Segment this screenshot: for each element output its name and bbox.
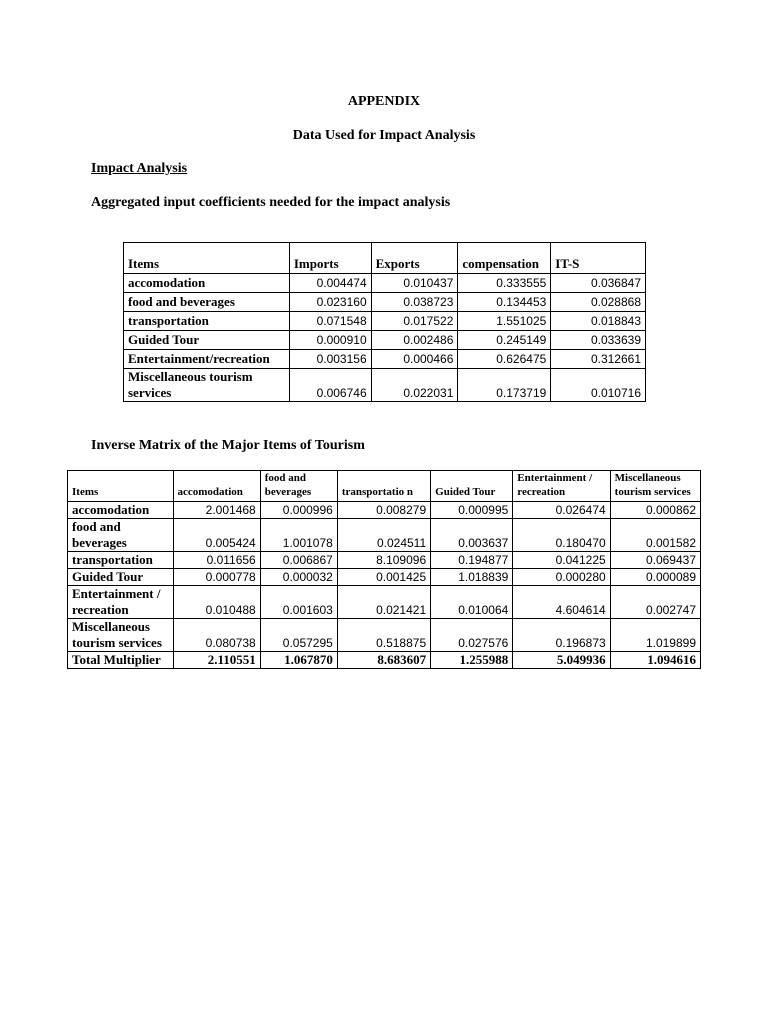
table-row — [68, 519, 701, 552]
total-multiplier-row — [68, 652, 701, 669]
table-row — [124, 369, 646, 402]
column-header: Exports — [371, 243, 458, 274]
table-row — [124, 350, 646, 369]
table-cell: 0.333555 — [458, 274, 551, 293]
table-cell: 1.255988 — [431, 652, 513, 669]
column-header: transportatio n — [337, 471, 430, 502]
table-cell: 0.196873 — [513, 619, 610, 652]
table-cell: 0.011656 — [173, 552, 260, 569]
column-header: Guided Tour — [431, 471, 513, 502]
table-row — [124, 293, 646, 312]
table-cell: 0.134453 — [458, 293, 551, 312]
table-cell: 0.173719 — [458, 369, 551, 402]
section-heading-impact-analysis: Impact Analysis — [91, 161, 188, 176]
table2-caption: Inverse Matrix of the Major Items of Tourism — [91, 438, 365, 453]
table-cell: 0.000280 — [513, 569, 610, 586]
table-cell: 0.003156 — [289, 350, 371, 369]
row-label: food and beverages — [68, 519, 174, 552]
table-cell: 0.023160 — [289, 293, 371, 312]
appendix-title: APPENDIX — [347, 94, 421, 109]
table-cell: 1.018839 — [431, 569, 513, 586]
document-subtitle: Data Used for Impact Analysis — [292, 128, 476, 143]
row-label: Guided Tour — [124, 331, 290, 350]
table-cell: 1.551025 — [458, 312, 551, 331]
table-cell: 8.109096 — [337, 552, 430, 569]
table-cell: 0.000995 — [431, 502, 513, 519]
table-cell: 0.038723 — [371, 293, 458, 312]
table-cell: 0.000778 — [173, 569, 260, 586]
column-header: compensation — [458, 243, 551, 274]
column-header: food and beverages — [260, 471, 337, 502]
table-cell: 0.021421 — [337, 586, 430, 619]
row-label: Entertainment/recreation — [124, 350, 290, 369]
row-label: Entertainment / recreation — [68, 586, 174, 619]
row-label: Miscellaneous tourism services — [124, 369, 290, 402]
table-cell: 0.033639 — [551, 331, 646, 350]
table-row — [68, 502, 701, 519]
table-cell: 0.002486 — [371, 331, 458, 350]
table-cell: 0.071548 — [289, 312, 371, 331]
table-cell: 0.010488 — [173, 586, 260, 619]
table-row — [124, 312, 646, 331]
table-row — [124, 331, 646, 350]
input-coefficients-table — [123, 242, 646, 402]
table-row — [68, 569, 701, 586]
table-cell: 0.010716 — [551, 369, 646, 402]
column-header: IT-S — [551, 243, 646, 274]
table-cell: 0.028868 — [551, 293, 646, 312]
table-cell: 0.010064 — [431, 586, 513, 619]
row-label: transportation — [68, 552, 174, 569]
table-cell: 0.000996 — [260, 502, 337, 519]
table-cell: 0.057295 — [260, 619, 337, 652]
row-label: food and beverages — [124, 293, 290, 312]
table-cell: 0.000910 — [289, 331, 371, 350]
row-label: Miscellaneous tourism services — [68, 619, 174, 652]
table-cell: 0.312661 — [551, 350, 646, 369]
table-cell: 0.026474 — [513, 502, 610, 519]
table-cell: 1.001078 — [260, 519, 337, 552]
table-cell: 0.027576 — [431, 619, 513, 652]
table-cell: 0.041225 — [513, 552, 610, 569]
row-label: transportation — [124, 312, 290, 331]
table-cell: 0.006867 — [260, 552, 337, 569]
table-cell: 0.518875 — [337, 619, 430, 652]
table-cell: 0.000466 — [371, 350, 458, 369]
column-header: Items — [124, 243, 290, 274]
table-cell: 0.626475 — [458, 350, 551, 369]
table-cell: 8.683607 — [337, 652, 430, 669]
row-label: accomodation — [68, 502, 174, 519]
column-header: Entertainment / recreation — [513, 471, 610, 502]
table-cell: 0.000032 — [260, 569, 337, 586]
table-header-row — [68, 471, 701, 502]
column-header: Items — [68, 471, 174, 502]
table-row — [68, 586, 701, 619]
table-cell: 0.022031 — [371, 369, 458, 402]
table-row — [68, 619, 701, 652]
table-cell: 1.094616 — [610, 652, 700, 669]
table-header-row — [124, 243, 646, 274]
column-header: accomodation — [173, 471, 260, 502]
table-cell: 2.110551 — [173, 652, 260, 669]
table-cell: 1.067870 — [260, 652, 337, 669]
table-cell: 0.245149 — [458, 331, 551, 350]
table-cell: 0.010437 — [371, 274, 458, 293]
table-row — [68, 552, 701, 569]
column-header: Imports — [289, 243, 371, 274]
table-cell: 0.069437 — [610, 552, 700, 569]
table-cell: 2.001468 — [173, 502, 260, 519]
table-row — [124, 274, 646, 293]
row-label: Total Multiplier — [68, 652, 174, 669]
table-cell: 0.003637 — [431, 519, 513, 552]
table-cell: 0.000089 — [610, 569, 700, 586]
row-label: Guided Tour — [68, 569, 174, 586]
table-cell: 0.004474 — [289, 274, 371, 293]
table-cell: 0.001425 — [337, 569, 430, 586]
table1-caption: Aggregated input coefficients needed for the impact analysis — [91, 195, 451, 210]
table-cell: 0.002747 — [610, 586, 700, 619]
table-cell: 0.001603 — [260, 586, 337, 619]
table-cell: 0.024511 — [337, 519, 430, 552]
table-cell: 1.019899 — [610, 619, 700, 652]
table-cell: 0.017522 — [371, 312, 458, 331]
table-cell: 0.006746 — [289, 369, 371, 402]
column-header: Miscellaneous tourism services — [610, 471, 700, 502]
row-label: accomodation — [124, 274, 290, 293]
table-cell: 0.080738 — [173, 619, 260, 652]
table-cell: 5.049936 — [513, 652, 610, 669]
table-cell: 0.000862 — [610, 502, 700, 519]
table-cell: 0.005424 — [173, 519, 260, 552]
table-cell: 0.036847 — [551, 274, 646, 293]
table-cell: 4.604614 — [513, 586, 610, 619]
inverse-matrix-table — [67, 470, 701, 669]
table-cell: 0.001582 — [610, 519, 700, 552]
table-cell: 0.008279 — [337, 502, 430, 519]
table-cell: 0.018843 — [551, 312, 646, 331]
table-cell: 0.194877 — [431, 552, 513, 569]
table-cell: 0.180470 — [513, 519, 610, 552]
